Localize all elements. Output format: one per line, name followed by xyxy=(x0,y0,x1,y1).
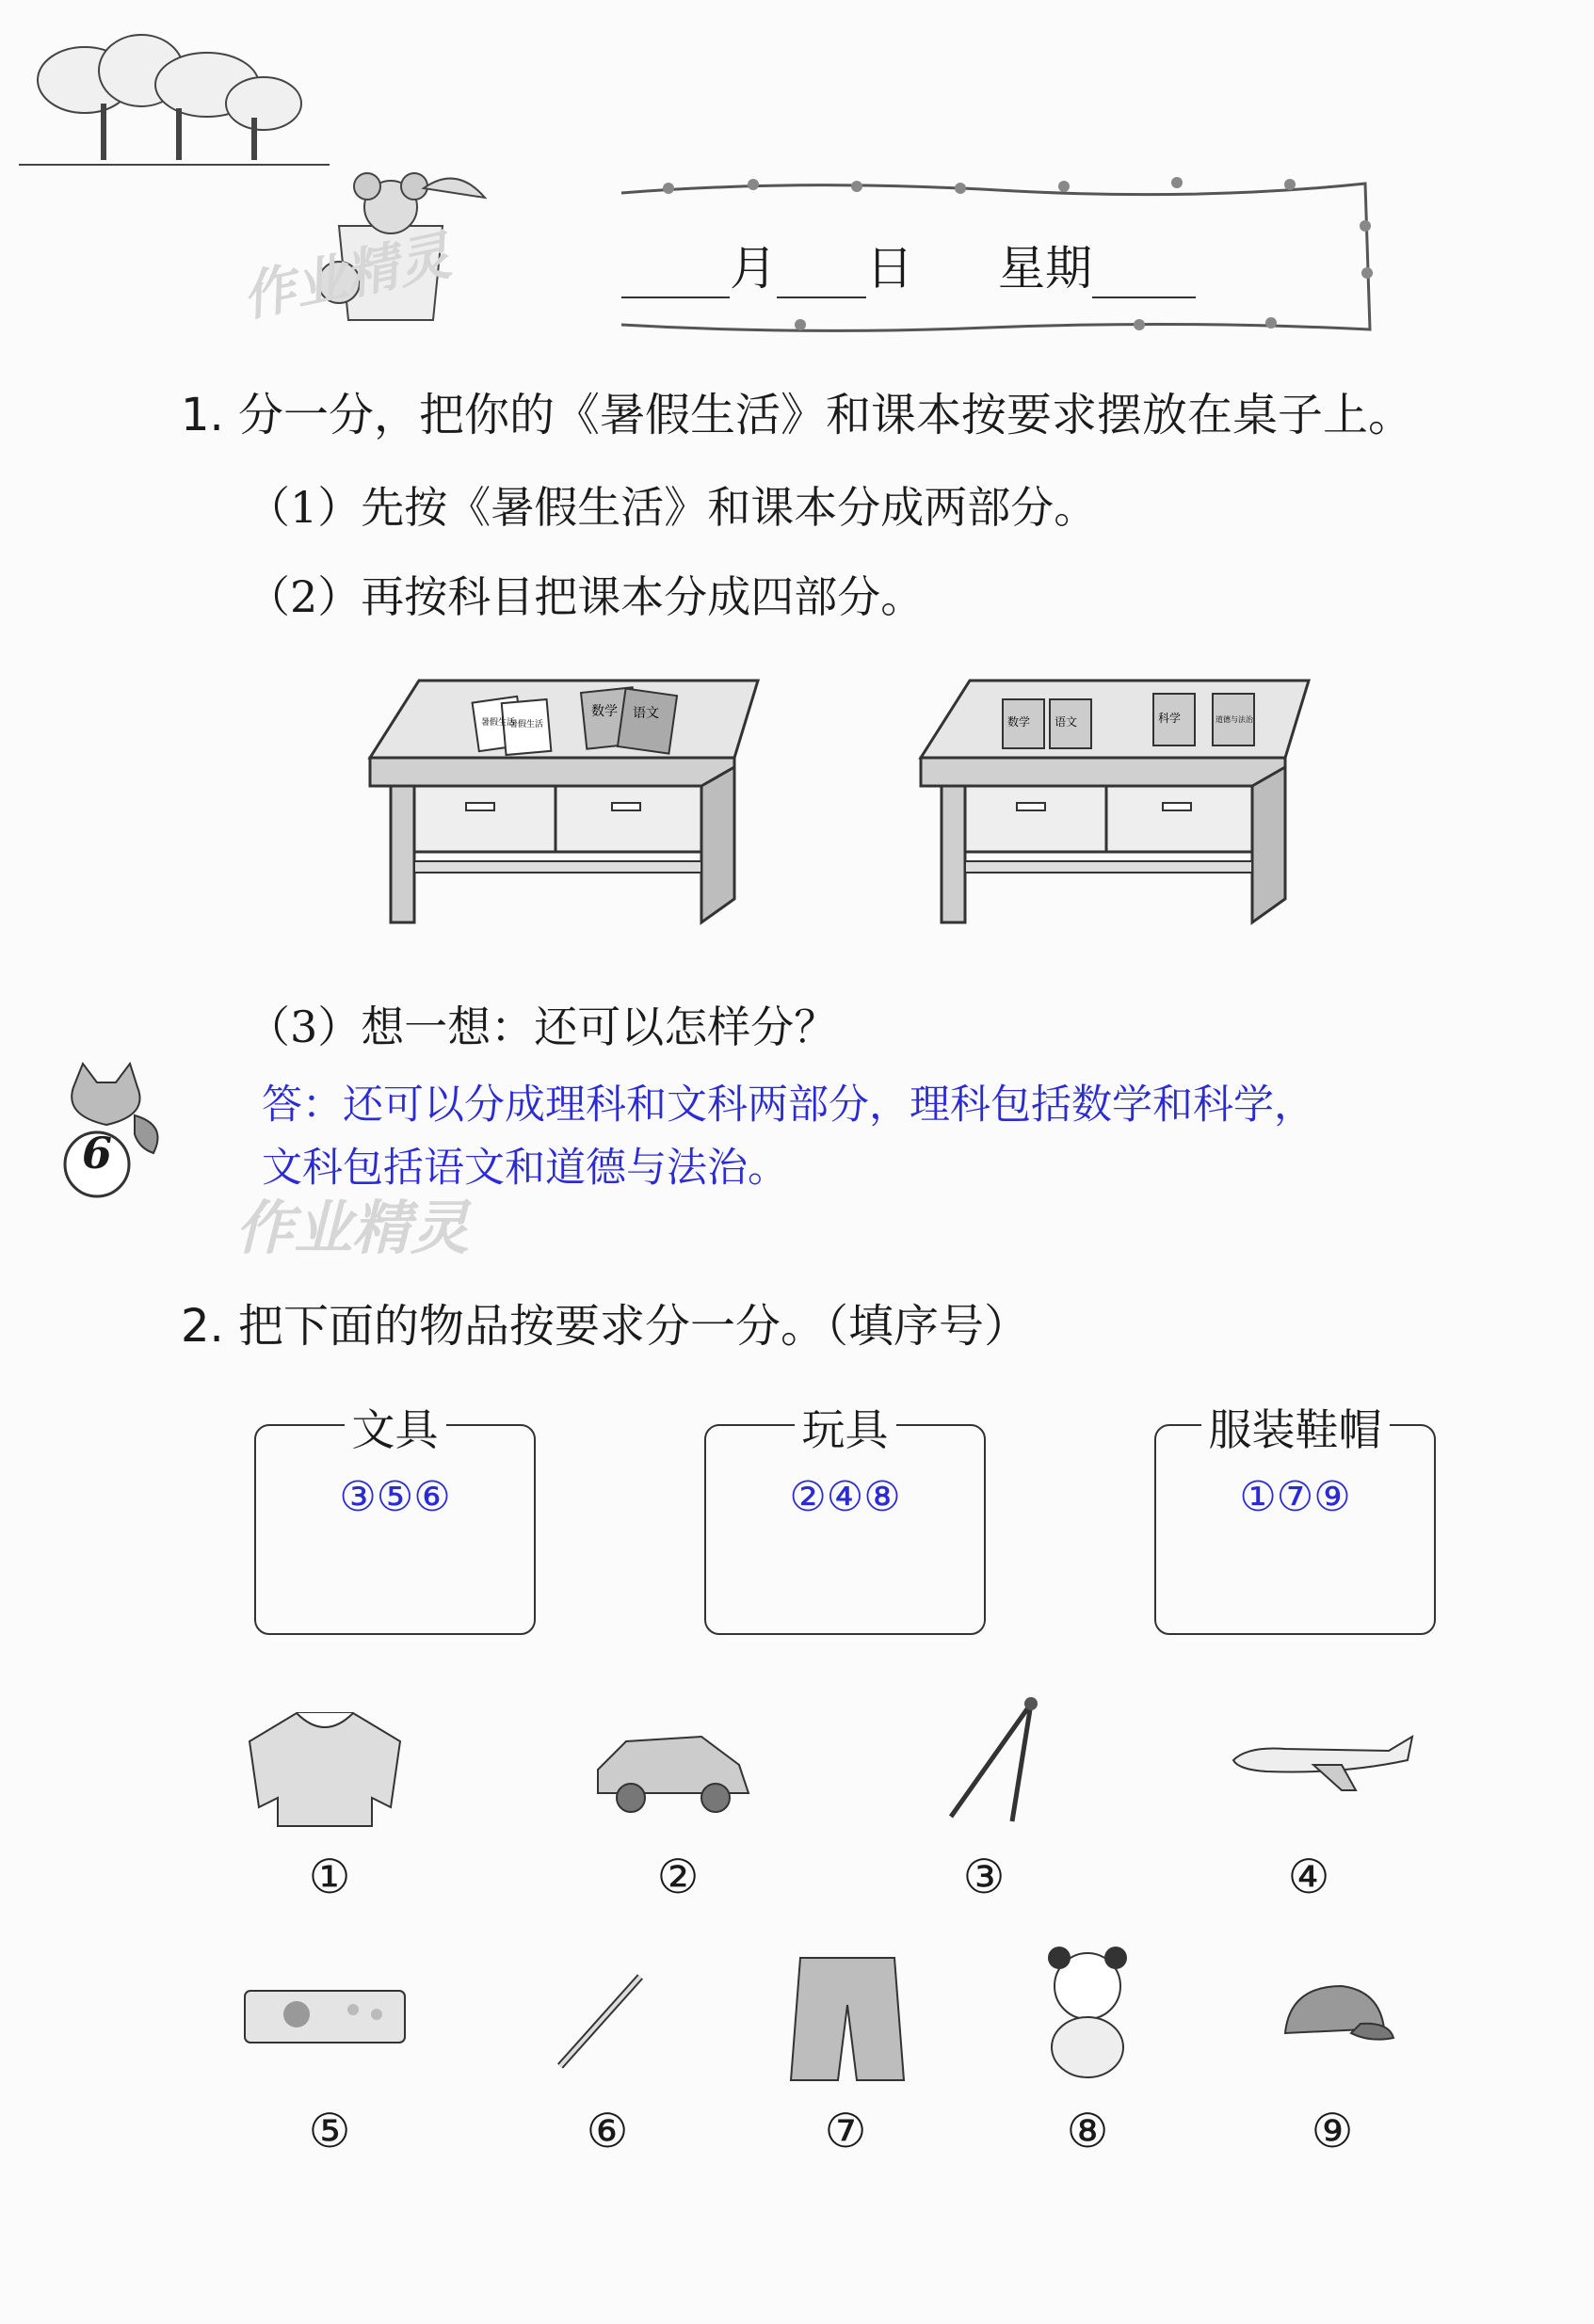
desk2-book-2: 语文 xyxy=(1055,715,1078,729)
category-box-clothing xyxy=(1154,1404,1436,1635)
item-number-1: ① xyxy=(308,1850,351,1904)
q1-sub1: （1）先按《暑假生活》和课本分成两部分。 xyxy=(247,482,1098,533)
category-box-stationery xyxy=(254,1404,536,1635)
q1-sub2: （2）再按科目把课本分成四部分。 xyxy=(247,571,925,622)
desk2-book-1: 数学 xyxy=(1007,715,1031,729)
airplane-icon xyxy=(1229,1732,1417,1798)
category-label-toys: 玩具 xyxy=(795,1396,896,1458)
q1-sub3: （3）想一想：还可以怎样分？ xyxy=(247,1002,838,1052)
item-number-7: ⑦ xyxy=(824,2104,867,2158)
category-answer-clothing[interactable]: ①⑦⑨ xyxy=(1239,1473,1351,1521)
cap-icon xyxy=(1276,1977,1398,2052)
item-number-5: ⑤ xyxy=(308,2104,351,2158)
q1-answer-line1: 答：还可以分成理科和文科两部分，理科包括数学和科学， xyxy=(262,1082,1314,1129)
compass-tool-icon xyxy=(932,1694,1055,1826)
category-label-stationery: 文具 xyxy=(345,1396,446,1458)
desk1-book-4: 语文 xyxy=(633,706,659,721)
panda-toy-icon xyxy=(1031,1944,1144,2085)
item-number-9: ⑨ xyxy=(1311,2104,1354,2158)
desk-illustration-2 xyxy=(913,673,1318,927)
item-number-2: ② xyxy=(656,1850,700,1904)
item-number-3: ③ xyxy=(962,1850,1006,1904)
q2-title: 2. 把下面的物品按要求分一分。（填序号） xyxy=(181,1300,1030,1353)
pencil-icon xyxy=(546,1967,659,2080)
trees-illustration xyxy=(19,28,339,169)
watermark-middle: 作业精灵 xyxy=(235,1194,470,1262)
category-label-clothing: 服装鞋帽 xyxy=(1201,1396,1390,1458)
desk1-book-3: 数学 xyxy=(591,704,618,719)
month-label: 月 xyxy=(730,241,777,296)
date-header xyxy=(621,231,1196,298)
item-number-4: ④ xyxy=(1287,1850,1330,1904)
shorts-icon xyxy=(786,1948,909,2090)
weekday-blank[interactable] xyxy=(1092,255,1196,298)
desk1-book-2: 暑假生活 xyxy=(509,720,544,729)
weekday-label: 星期 xyxy=(998,241,1092,296)
desk2-book-4: 道德与法治 xyxy=(1216,715,1253,724)
item-number-8: ⑧ xyxy=(1066,2104,1109,2158)
pencil-case-icon xyxy=(240,1977,410,2052)
day-blank[interactable] xyxy=(777,255,866,298)
item-number-6: ⑥ xyxy=(586,2104,629,2158)
watermark-top: 作业精灵 xyxy=(236,225,457,329)
day-label: 日 xyxy=(866,241,913,296)
desk2-book-3: 科学 xyxy=(1158,712,1182,725)
page-number: 6 xyxy=(81,1128,112,1178)
category-answer-toys[interactable]: ②④⑧ xyxy=(789,1473,901,1521)
q1-title: 1. 分一分，把你的《暑假生活》和课本按要求摆放在桌子上。 xyxy=(181,389,1414,441)
desk-illustration-1 xyxy=(362,673,767,927)
q1-answer-line2: 文科包括语文和道德与法治。 xyxy=(262,1145,788,1192)
month-blank[interactable] xyxy=(621,255,730,298)
toy-car-icon xyxy=(588,1723,758,1817)
category-answer-stationery[interactable]: ③⑤⑥ xyxy=(339,1473,451,1521)
desk1-book-1: 暑假生活 xyxy=(481,718,516,728)
sweater-icon xyxy=(240,1704,410,1831)
category-box-toys xyxy=(704,1404,986,1635)
